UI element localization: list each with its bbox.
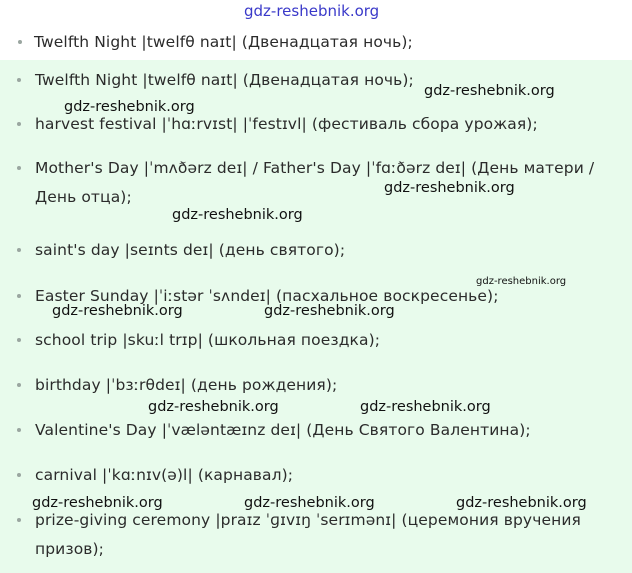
top-list-line (0, 26, 632, 58)
watermark: gdz-reshebnik.org (64, 99, 195, 115)
bullet-icon (17, 166, 21, 170)
bullet-icon (17, 294, 21, 298)
watermark: gdz-reshebnik.org (172, 207, 303, 223)
list-item-text: Mother's Day |ˈmʌðərz deɪ| / Father's Day |ˈfɑːðərz deɪ| (День матери / День отца); (35, 159, 595, 206)
list-item (35, 465, 293, 485)
list-item-text: Twelfth Night |twelfθ naɪt| (Двенадцатая ночь); (35, 71, 414, 89)
list-item (35, 330, 380, 350)
list-item (34, 32, 413, 52)
bullet-icon (17, 473, 21, 477)
watermark: gdz-reshebnik.org (32, 495, 163, 511)
list-item-text: prize-giving ceremony |praɪz ˈɡɪvɪŋ ˈserɪmənɪ| (церемония вручения призов); (35, 511, 581, 558)
list-item-text: Easter Sunday |ˈiːstər ˈsʌndeɪ| (пасхальное воскресенье); (35, 287, 499, 305)
list-item (35, 114, 538, 134)
list-item-text: carnival |ˈkɑːnɪv(ə)l| (карнавал); (35, 466, 294, 484)
list-item-text: saint's day |seɪnts deɪ| (день святого); (35, 241, 346, 259)
list-item (35, 240, 345, 260)
list-item (35, 506, 620, 564)
watermark: gdz-reshebnik.org (264, 303, 395, 319)
watermark: gdz-reshebnik.org (148, 399, 279, 415)
bullet-icon (17, 122, 21, 126)
list-item (35, 420, 531, 440)
bullet-icon (17, 338, 21, 342)
list-item-text: birthday |ˈbɜːrθdeɪ| (день рождения); (35, 376, 338, 394)
bullet-icon (17, 428, 21, 432)
watermark: gdz-reshebnik.org (456, 495, 587, 511)
watermark: gdz-reshebnik.org (244, 495, 375, 511)
list-item (35, 375, 337, 395)
list-item-text: Twelfth Night |twelfθ naɪt| (Двенадцатая ночь); (34, 33, 413, 51)
list-item-text: Valentine's Day |ˈvæləntæɪnz deɪ| (День Святого Валентина); (35, 421, 531, 439)
list-item (35, 154, 620, 212)
watermark: gdz-reshebnik.org (384, 180, 515, 196)
bullet-icon (17, 78, 21, 82)
bullet-icon (17, 248, 21, 252)
bullet-icon (17, 383, 21, 387)
list-item (35, 70, 414, 90)
watermark-header: gdz-reshebnik.org (244, 2, 380, 20)
bullet-icon (18, 40, 22, 44)
watermark: gdz-reshebnik.org (424, 83, 555, 99)
watermark: gdz-reshebnik.org (360, 399, 491, 415)
watermark: gdz-reshebnik.org (476, 276, 567, 287)
list-item-text: school trip |skuːl trɪp| (школьная поездка); (35, 331, 381, 349)
bullet-icon (17, 518, 21, 522)
watermark: gdz-reshebnik.org (52, 303, 183, 319)
list-item-text: harvest festival |ˈhɑːrvɪst| |ˈfestɪvl| (фестиваль сбора урожая); (35, 115, 538, 133)
